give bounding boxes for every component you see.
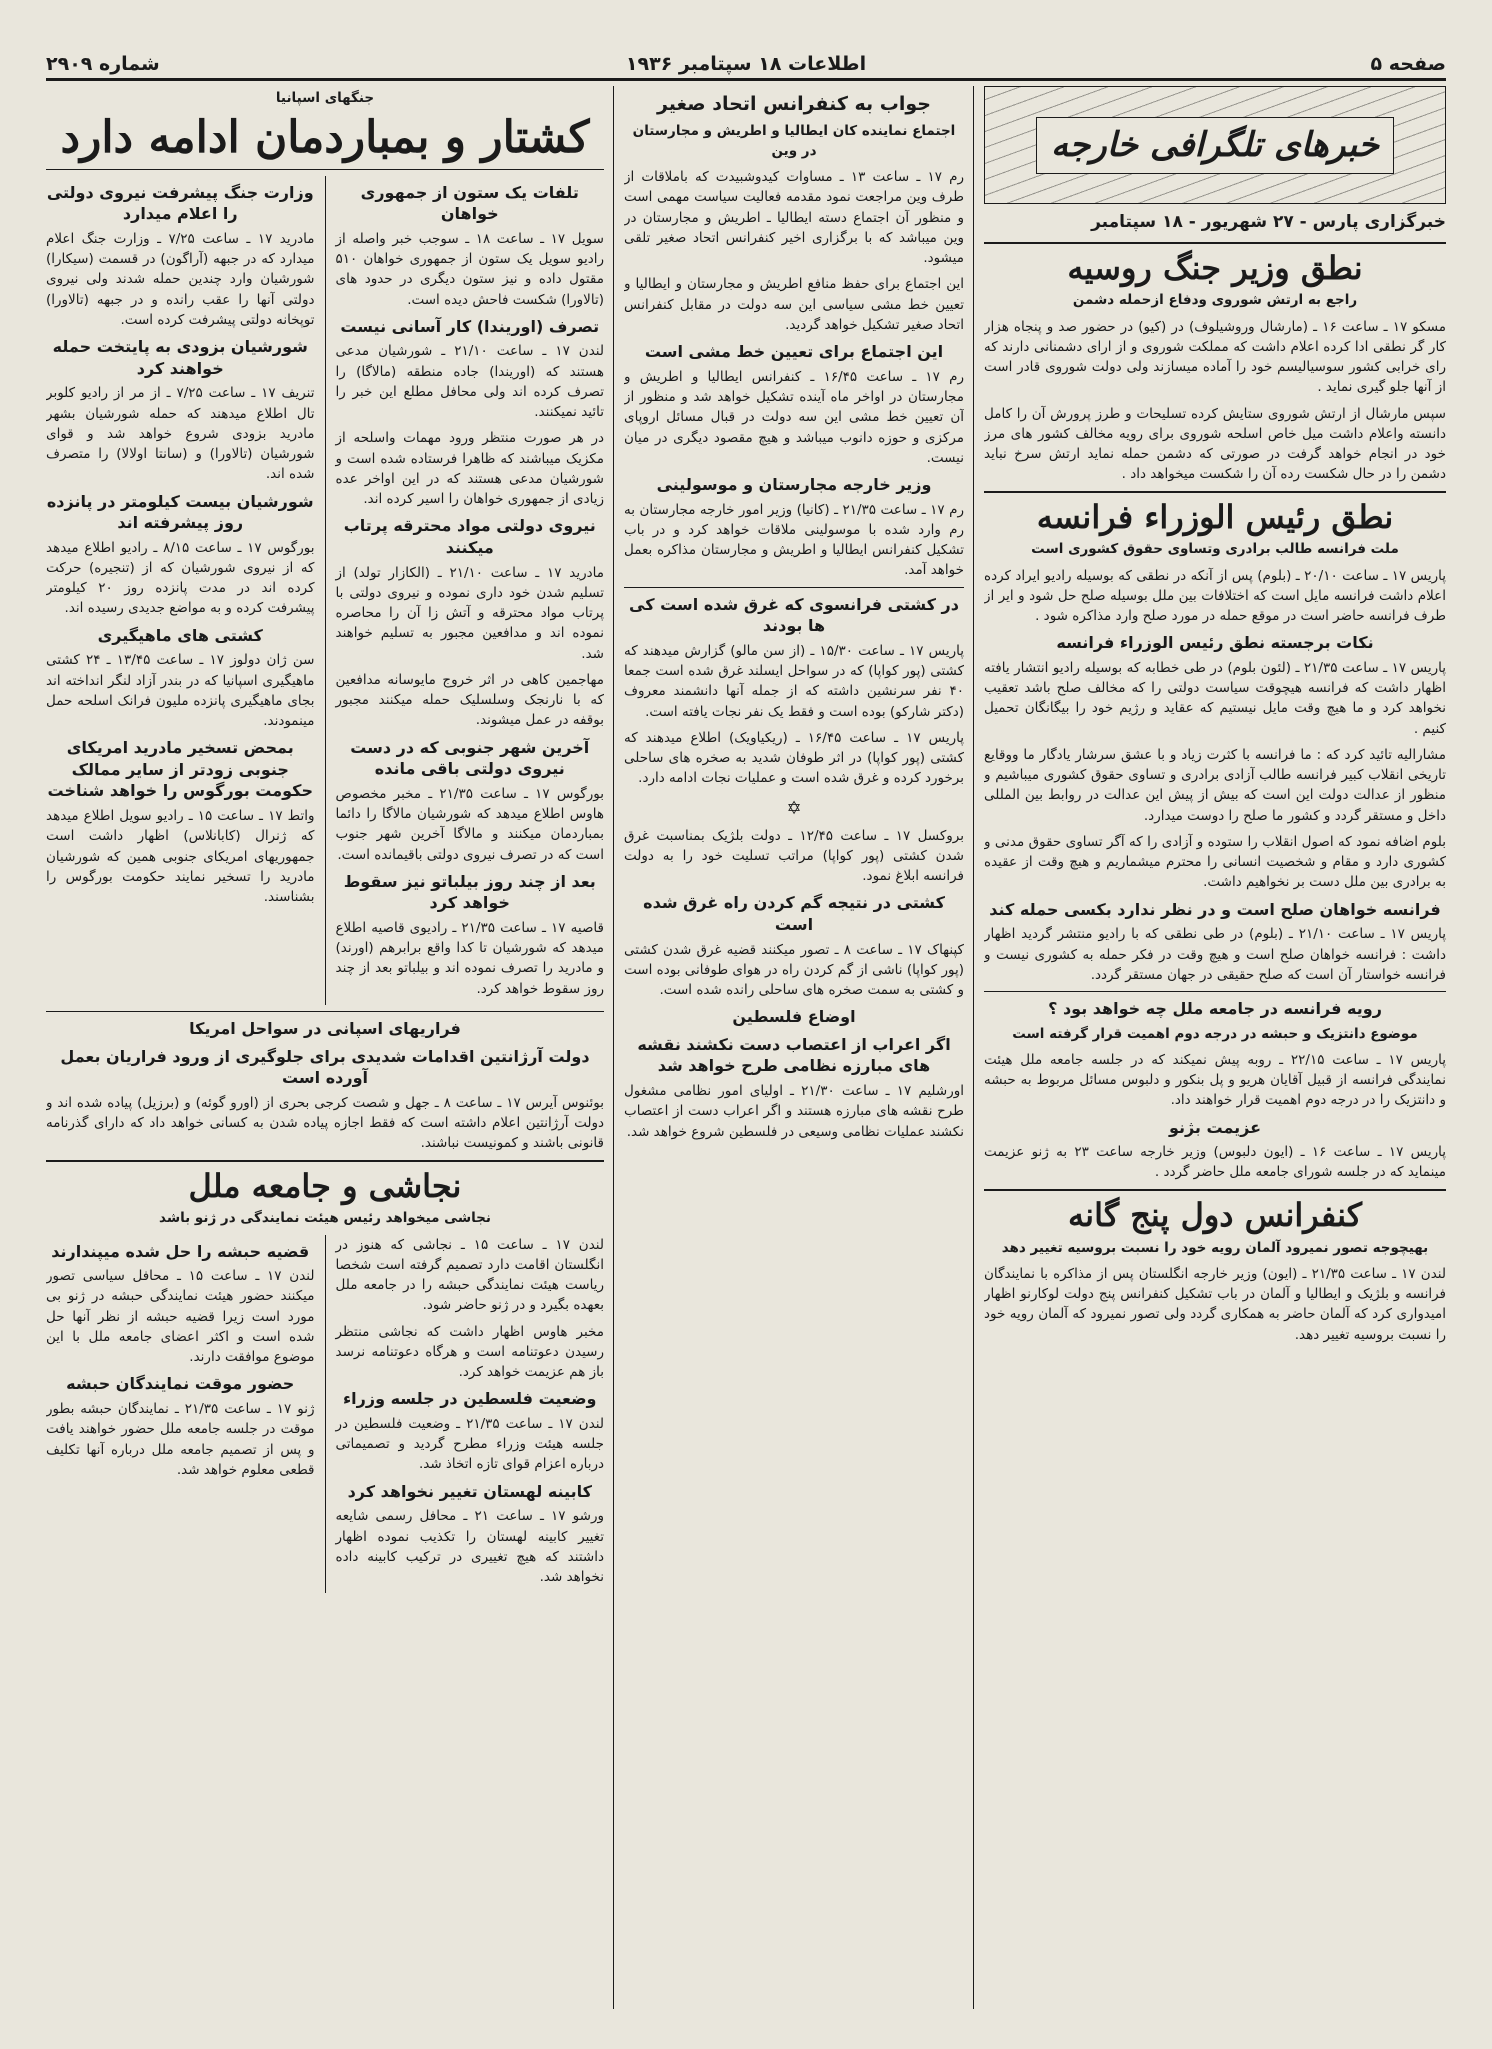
article-paragraph: پاریس ۱۷ ـ ساعت ۲۰/۱۰ ـ (بلوم) پس از آنکه در نطقی که بوسیله رادیو ایراد کرده اعلام داشت فرانسه مایل است که اختلافات بین ملل بوسیله صلح حل شود و ایر از طرف فرانسه حاضر است در موقع حمله در مورد صلح وارد مذاکره شود . <box>984 567 1446 625</box>
article-paragraph: ورشو ۱۷ ـ ساعت ۲۱ ـ محافل رسمی شایعه تغییر کابینه لهستان را تکذیب نموده اظهار داشتند که هیچ تغییری در ترکیب کابینه داده نخواهد شد. <box>335 1508 604 1585</box>
divider <box>984 491 1446 493</box>
spain-articles <box>46 176 604 1005</box>
article-paragraph: پاریس ۱۷ ـ ساعت ۲۱/۳۵ ـ (لئون بلوم) در طی خطابه که بوسیله رادیو انتشار یافته اظهار داشت که فرانسه هیچوقت سیاست دولتی را که مخالف صلح باشد تعقیب نخواهد کرد و ما هیچ وقت مایل نیستیم که عقاید و رژیم خود را بیگانگان تحمیل کنیم . <box>984 659 1446 737</box>
article-paragraph: این اجتماع برای حفظ منافع اطریش و مجارستان و ایطالیا و تعیین خط مشی سیاسی این سه دولت در مقابل کنفرانس اتحاد صغیر تشکیل خواهد گردید. <box>624 276 964 333</box>
article-paragraph: مشارالیه تائید کرد که : ما فرانسه با کثرت زیاد و با عشق سرشار یادگار ما ووقایع تاریخی انقلاب کبیر فرانسه طالب آزادی برادری و تساوی حقوق کشوری میباشیم و منظور از عدالت دولت این است که بیش از پیش این عدالت در روابط بین المللی داخل و مستقر گردد و کشور ما صلح را دوست میدارد. <box>984 746 1446 824</box>
section-heading: وزارت جنگ پیشرفت نیروی دولتی را اعلام میدارد <box>46 182 314 224</box>
article-soviet-war-minister <box>984 250 1446 485</box>
section-subheading: موضوع دانتزیک و حبشه در درجه دوم اهمیت قرار گرفته است <box>1012 1025 1418 1042</box>
column-middle <box>624 86 964 2009</box>
article-paragraph: پاریس ۱۷ ـ ساعت ۱۶/۴۵ ـ (ریکیاویک) اطلاع میدهند که کشتی (پور کواپا) در اثر طوفان شدید به صخره های ساحلی برخورد کرده و غرق شده است و عملیات نجات ادامه دارد. <box>624 729 964 787</box>
banner-title: خبرهای تلگرافی خارجه <box>1036 117 1394 174</box>
article-headline: نطق رئیس الوزراء فرانسه <box>1036 497 1394 536</box>
divider <box>984 1189 1446 1191</box>
article-paragraph: لندن ۱۷ ـ ساعت ۱۵ ـ محافل سیاسی تصور میکنند حضور هیئت نمایندگی حبشه در ژنو بی مورد است زیرا قضیه حبشه از نظر آنها حل شده است و اکثر اعضای جامعه ملل با این موضوع موافقت دارند. <box>46 1268 315 1366</box>
article-subheadline: نجاشی میخواهد رئیس هیئت نمایندگی در ژنو باشد <box>159 1210 491 1227</box>
negus-left-sub <box>46 1235 315 1594</box>
section-heading: شورشیان بزودی به پایتخت حمله خواهند کرد <box>52 337 308 378</box>
divider <box>46 1160 604 1162</box>
section-heading: فراریهای اسپانی در سواحل امریکا <box>189 1018 461 1038</box>
section-heading: قضیه حبشه را حل شده میپندارند <box>51 1241 310 1261</box>
article-paragraph: مادرید ۱۷ ـ ساعت ۲۱/۱۰ ـ (الکازار تولد) از تسلیم شدن خود داری نموده و نیروی دولتی با پرتاب مواد محترقه و آتش زا آن را محاصره نموده اند و مدافعین مجبور به تسلیم خواهند شد. <box>335 564 604 662</box>
section-heading: وضعیت فلسطین در جلسه وزراء <box>343 1389 597 1409</box>
article-paragraph: بورگوس ۱۷ ـ ساعت ۸/۱۵ ـ رادیو اطلاع میدهد که از نیروی شورشیان که از (تنجیره) حرکت کرده اند در مدت پانزده روز ۲۰ کیلومتر پیشرفت کرده و به مواضع جدیدی رسیده اند. <box>46 539 315 617</box>
section-heading: تصرف (اوریندا) کار آسانی نیست <box>340 316 600 336</box>
section-heading: تلفات یک ستون از جمهوری خواهان <box>360 182 579 224</box>
article-paragraph: مادرید ۱۷ ـ ساعت ۷/۲۵ ـ وزارت جنگ اعلام میدارد که در جبهه (آراگون) در قسمت (سیکارا) شورشیان وارد چندین حمله شدند ولی نیروی دولتی آنها را عقب رانده و در جبهه (تالاورا) توپخانه دولتی پیشرفت کرده است. <box>46 230 315 328</box>
section-heading: عزیمت بژنو <box>1168 1117 1262 1137</box>
article-paragraph: بروکسل ۱۷ ـ ساعت ۱۲/۴۵ ـ دولت بلژیک بمناسبت غرق شدن کشتی (پور کواپا) مراتب تسلیت خود را به دولت فرانسه ابلاغ نمود. <box>624 827 964 885</box>
section-heading: این اجتماع برای تعیین خط مشی است <box>644 342 944 362</box>
article-paragraph: بورگوس ۱۷ ـ ساعت ۲۱/۳۵ ـ مخبر مخصوص هاوس اطلاع میدهد که شورشیان مالاگا را دائما بمباردمان میکنند و مالاگا آخرین شهر جنوب است که در تصرف نیروی دولتی باقیمانده است. <box>335 785 604 863</box>
article-paragraph: پاریس ۱۷ ـ ساعت ۱۶ ـ (ایون دلبوس) وزیر خارجه ساعت ۲۳ به ژنو عزیمت مینماید که در جلسه شورای جامعه ملل حاضر گردد . <box>984 1144 1446 1181</box>
article-paragraph: رم ۱۷ ـ ساعت ۱۳ ـ مساوات کیدوشبیدت که باملاقات از طرف وین مراجعت نمود مقدمه فعالیت سیاست مهمی است و منظور آن اجتماع دسته ایطالیا ـ اطریش و مجارستان در وین میباشد که با برگزاری اخیر کنفرانس اتحاد صغیر تلقی میشود. <box>624 169 964 267</box>
column-rule <box>325 1235 326 1594</box>
section-heading: شورشیان بیست کیلومتر در پانزده روز پیشرفته اند <box>46 491 314 533</box>
article-paragraph: بلوم اضافه نمود که اصول انقلاب را ستوده و آزادی را که آگر تساوی حقوق مدنی و کشوری دارد و مقام و شخصیت انسانی را محترم میشماریم و هیچ وقت از عقیده به برادری بین ملل دست بر نخواهیم داشت. <box>984 833 1446 891</box>
section-heading: کابینه لهستان تغییر نخواهد کرد <box>347 1481 592 1501</box>
column-rule <box>325 176 326 1005</box>
column-left <box>46 86 604 2009</box>
article-paragraph: لندن ۱۷ ـ ساعت ۲۱/۱۰ ـ شورشیان مدعی هستند که (اوریندا) جاده منطقه (مالاگا) را تصرف کرده اند ولی محافل مطلع این خبر را تائید نمیکنند. <box>335 343 604 421</box>
section-heading: وزیر خارجه مجارستان و موسولینی <box>656 475 932 495</box>
article-paragraph: تنریف ۱۷ ـ ساعت ۷/۲۵ ـ از مر از رادیو کلوبر تال اطلاع میدهند که حمله شورشیان بشهر مادرید بزودی شروع خواهد شد و قوای شورشیان (تالاورا) و (سانتا اولالا) را متصرف شده اند. <box>46 385 315 483</box>
divider <box>984 991 1446 992</box>
article-paragraph: پاریس ۱۷ ـ ساعت ۱۵/۳۰ ـ (از سن مالو) گزارش میدهند که کشتی (پور کواپا) که در سواحل ایسلند غرق شده است جمعا ۴۰ نفر سرنشین داشته که از جمله آنها دانشمند معروف (دکتر شارکو) بوده است و فقط یک نفر نجات یافته است. <box>624 642 964 720</box>
foreign-telegrams-banner <box>984 86 1446 204</box>
section-heading: در کشتی فرانسوی که غرق شده است کی ها بودند <box>629 594 959 636</box>
spain-section-tag: جنگهای اسپانیا <box>275 90 375 106</box>
article-paragraph: واتط ۱۷ ـ ساعت ۱۵ ـ رادیو سویل اطلاع میدهد که ژنرال (کابانلاس) اظهار داشت است جمهوریهای امریکای جنوبی همین که شورشیان مادرید را تسخیر نمایند حکومت بورگوس را بشناسند. <box>46 808 315 906</box>
article-five-power-conference <box>984 1197 1446 1345</box>
article-paragraph: سویل ۱۷ ـ ساعت ۱۸ ـ سوجب خبر واصله از رادیو سویل یک ستون از جمهوری خواهان ۵۱۰ مقتول داده و نیز ستون دیگری در حدود های (تالاورا) شکست فاحش دیده است. <box>335 230 604 308</box>
column-rule <box>973 86 974 2009</box>
section-heading: آخرین شهر جنوبی که در دست نیروی دولتی باقی مانده <box>350 737 590 779</box>
article-little-entente-reply <box>624 92 964 1142</box>
section-heading: نکات برجسته نطق رئیس الوزراء فرانسه <box>1056 633 1374 653</box>
divider <box>46 169 604 170</box>
article-paragraph: رم ۱۷ ـ ساعت ۱۶/۴۵ ـ کنفرانس ایطالیا و اطریش و مجارستان در اواخر ماه آینده تشکیل خواهد شد و منظور از آن تعیین خط مشی این سه دولت در قبال مسائل اروپای مرکزی و حوزه دانوب میباشد و هیچ مقصود دیگری در میان نیست. <box>624 368 964 466</box>
section-heading: اوضاع فلسطین <box>732 1007 856 1027</box>
article-paragraph: در هر صورت منتظر ورود مهمات واسلحه از مکزیک میباشند که ظاهرا فرستاده شده است و شورشیان مدعی هستند که در این اواخر عده زیادی از جمهوری خواهان را اسیر کرده اند. <box>335 430 604 508</box>
article-subheadline: اجتماع نماینده کان ایطالیا و اطریش و مجارستان در وین <box>632 122 956 159</box>
article-headline: نجاشی و جامعه ملل <box>188 1166 462 1205</box>
article-paragraph: اورشلیم ۱۷ ـ ساعت ۲۱/۳۰ ـ اولیای امور نظامی مشغول طرح نقشه های مبارزه هستند و اگر اعراب دست از اعتصاب نکشند عملیات نظامی وسیعی در فلسطین شروع خواهد شد. <box>624 1083 964 1140</box>
issue-number: شماره ۲۹۰۹ <box>46 53 160 75</box>
article-french-premier <box>984 499 1446 1183</box>
star-ornament: ✡ <box>786 797 802 819</box>
article-paragraph: مخبر هاوس اظهار داشت که نجاشی منتظر رسیدن دعوتنامه است و هرگاه دعوتنامه نرسد باز هم عزیمت خواهد کرد. <box>335 1323 604 1381</box>
column-rule <box>613 86 614 2009</box>
section-heading: فرانسه خواهان صلح است و در نظر ندارد بکسی حمله کند <box>989 899 1441 919</box>
article-paragraph: لندن ۱۷ ـ ساعت ۱۵ ـ نجاشی که هنوز در انگلستان اقامت دارد تصمیم گرفته است شخصا ریاست هیئت نمایندگی حبشه را در جامعه ملل بعهده بگیرد و در ژنو حاضر شود. <box>335 1236 604 1314</box>
divider <box>624 587 964 588</box>
divider <box>984 242 1446 244</box>
article-subheadline: راجع به ارتش شوروی ودفاع ازحمله دشمن <box>1072 292 1358 309</box>
article-paragraph: کپنهاک ۱۷ ـ ساعت ۸ ـ تصور میکنند قضیه غرق شدن کشتی (پور کواپا) ناشی از گم کردن راه در هوای طوفانی بوده است و کشتی به سمت صخره های ساحلی رانده شده است. <box>624 941 964 998</box>
spain-left-sub <box>46 176 315 1005</box>
spain-right-sub <box>336 176 605 1005</box>
article-paragraph: رم ۱۷ ـ ساعت ۲۱/۳۵ ـ (کانیا) وزیر امور خارجه مجارستان به رم وارد شده با موسولینی ملاقات خواهد کرد و در باب تشکیل کنفرانس ایطالیا و اطریش و مجارستان مذاکره بعمل خواهد آمد. <box>624 501 964 579</box>
section-heading: رویه فرانسه در جامعه ملل چه خواهد بود ؟ <box>1048 999 1382 1019</box>
section-heading: بعد از چند روز بیلباتو نیز سقوط خواهد کرد <box>343 871 596 913</box>
article-paragraph: سپس مارشال از ارتش شوروی ستایش کرده تسلیحات و طرز پرورش آن را کامل دانسته واعلام داشت میل خاص اسلحه شوروی برای رویه مخالف کشور های مرز خود در انجام خواهد گرفت در صورتی که دشمن حمله نماید ارتش سرخ نباید دشمن را در حال شکست رده آن را شکست میخواهد داد . <box>984 405 1446 483</box>
article-paragraph: پاریس ۱۷ ـ ساعت ۲۱/۱۰ ـ (بلوم) در طی نطقی که با رادیو منتشر گردید اظهار داشت : فرانسه خواهان صلح است و هیچ وقت در فکر حمله به کشوری نیست و فرانسه خواستار آن است که صلح حقیقی در جهان مستقر گردد. <box>984 926 1446 983</box>
negus-right-sub <box>336 1235 605 1594</box>
section-heading: کشتی در نتیجه گم کردن راه غرق شده است <box>643 893 945 934</box>
article-headline: نطق وزیر جنگ روسیه <box>1067 248 1363 287</box>
newspaper-date: اطلاعات ۱۸ سپتامبر ۱۹۳۶ <box>625 53 867 75</box>
article-paragraph: لندن ۱۷ ـ ساعت ۲۱/۳۵ ـ (ایون) وزیر خارجه انگلستان پس از مذاکره با نمایندگان فرانسه و بلژیک و ایطالیا و آلمان در باب تشکیل کنفرانس پنج دولت لوکارنو اظهار امیدواری کرد که آلمان حاضر به همکاری گردد ولی تصور نمیرود که آلمان رویه خود را نسبت بروسیه تغییر دهد. <box>984 1265 1446 1343</box>
page-header <box>46 50 1446 81</box>
column-right <box>984 86 1446 2009</box>
section-heading: اگر اعراب از اعتصاب دست نکشند نقشه های مبارزه نظامی طرح خواهد شد <box>637 1034 951 1076</box>
article-paragraph: سن ژان دولوز ۱۷ ـ ساعت ۱۳/۴۵ ـ ۲۴ کشتی ماهیگیری اسپانیا که در بندر آزاد لنگر انداخته اند بجای ماهیگیری پانزده ملیون فرانک اسلحه حمل مینمودند. <box>46 652 315 730</box>
section-heading: نیروی دولتی مواد محترقه پرتاب میکنند <box>343 516 596 558</box>
article-paragraph: ژنو ۱۷ ـ ساعت ۲۱/۳۵ ـ نمایندگان حبشه بطور موقت در جلسه جامعه ملل حضور خواهند یافت و پس از تصمیم جامعه ملل درباره آنها تکلیف قطعی معلوم خواهد شد. <box>46 1401 315 1478</box>
section-heading: حضور موقت نمایندگان حبشه <box>66 1374 295 1394</box>
article-subheadline: ملت فرانسه طالب برادری وتساوی حقوق کشوری است <box>1031 541 1399 558</box>
article-paragraph: لندن ۱۷ ـ ساعت ۲۱/۳۵ ـ وضعیت فلسطین در جلسه هیئت وزراء مطرح گردید و تصمیماتی درباره اعزام قوای تازه اتخاذ شد. <box>335 1415 604 1473</box>
article-paragraph: پاریس ۱۷ ـ ساعت ۲۲/۱۵ ـ روبه پیش نمیکند که در جلسه جامعه ملل هیئت نمایندگی فرانسه از قبیل آقایان هریو و پل بنکور و دلبوس مسائل مربوط به حبشه و دانتزیک را در درجه دوم اهمیت قرار خواهند داد. <box>984 1051 1446 1109</box>
article-paragraph: قاصیه ۱۷ ـ ساعت ۲۱/۳۵ ـ رادیوی قاصیه اطلاع میدهد که شورشیان تا کدا واقع برابرهم (اورند) و مادرید را تصرف نموده اند و بیلباتو بعد از چند روز سقوط خواهد کرد. <box>335 919 604 997</box>
article-paragraph: مهاجمین کاهی در اثر خروج مایوسانه مدافعین که با نارنجک وسلسلیک حمله میکنند مجبور بوقفه در عمل میشوند. <box>335 671 604 729</box>
divider <box>46 1011 604 1012</box>
section-heading: کشتی های ماهیگیری <box>97 625 263 645</box>
article-headline: کشتار و بمباردمان ادامه دارد <box>60 112 590 164</box>
agency-line: خبرگزاری پارس - ۲۷ شهریور - ۱۸ سپتامبر <box>1091 212 1446 232</box>
article-headline: جواب به کنفرانس اتحاد صغیر <box>656 93 931 115</box>
section-heading: بمحض تسخیر مادرید امریکای جنوبی زودتر از سایر ممالک حکومت بورگوس را خواهد شناخت <box>47 738 313 801</box>
article-headline: کنفرانس دول پنج گانه <box>1068 1195 1362 1234</box>
article-paragraph: مسکو ۱۷ ـ ساعت ۱۶ ـ (مارشال وروشیلوف) در (کیو) در حضور صد و پنجاه هزار کار گر نطقی ادا کرده اعلام داشت که مملکت شوروی و از ارای دشمنانی دارند که رای خرابی کشور سوسیالیسم خود را آماده میسازند ولی دولت شوروی قادر است از آنها جلو گیری نماید . <box>984 318 1446 396</box>
article-subheadline: بهیچوجه تصور نمیرود آلمان رویه خود را نسبت بروسیه تغییر دهد <box>1001 1239 1429 1256</box>
article-paragraph: بوئنوس آیرس ۱۷ ـ ساعت ۸ ـ جهل و شصت کرجی بحری از (اورو گوئه) و (برزیل) پیاده شده اند و دولت آرژانتین اعلام داشته است که فقط اجازه پیاده شدن به کسانی خواهد داد که دارای گذرنامه قانونی باشند و کمونیست نباشند. <box>46 1094 604 1152</box>
negus-articles <box>46 1235 604 1594</box>
section-heading: دولت آرژانتین اقدامات شدیدی برای جلوگیری از ورود فراریان بعمل آورده است <box>60 1046 590 1088</box>
page-number: صفحه ۵ <box>1370 53 1446 75</box>
